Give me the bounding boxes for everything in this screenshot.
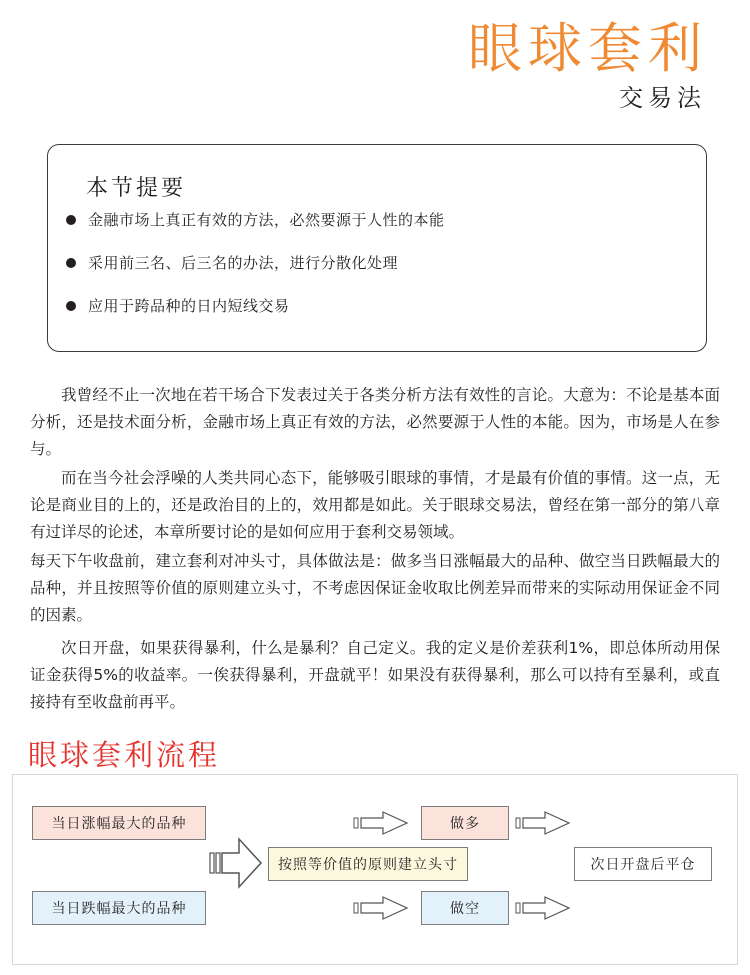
flow-box-label: 做空: [450, 901, 480, 917]
arrow-right-icon: [353, 811, 409, 835]
body-paragraph: 而在当今社会浮噪的人类共同心态下，能够吸引眼球的事情，才是最有价值的事情。这一点，无论是商业目的上的，还是政治目的上的，效用都是如此。关于眼球交易法，曾经在第一部分的第八章有过详尽的论述，本章所要讨论的是如何应用于套利交易领域。: [30, 469, 720, 541]
body-paragraph: 次日开盘，如果获得暴利，什么是暴利？自己定义。我的定义是价差获利1%，即总体所动用保证金获得5%的收益率。一俟获得暴利，开盘就平！如果没有获得暴利，那么可以持有至暴利，或直接持有至收盘前再平。: [30, 639, 720, 711]
flow-diagram: [12, 774, 738, 965]
page-title: 眼球套利: [468, 17, 708, 80]
arrow-right-icon: [353, 896, 409, 920]
flow-box-equal-value: [268, 847, 468, 881]
flow-box-top-loser: [32, 891, 206, 925]
summary-item: [66, 293, 445, 336]
flow-box-label: 次日开盘后平仓: [590, 857, 696, 873]
summary-list: [66, 207, 445, 336]
flow-box-label: 做多: [450, 816, 480, 832]
flow-box-long: [421, 806, 509, 840]
bullet-icon: [66, 215, 76, 225]
flow-box-label: 当日跌幅最大的品种: [51, 901, 187, 917]
summary-item-text: 应用于跨品种的日内短线交易: [88, 297, 290, 315]
arrow-right-icon: [515, 811, 571, 835]
flow-section-title: 眼球套利流程: [28, 738, 221, 772]
flow-box-top-gainer: [32, 806, 206, 840]
summary-box: [47, 144, 707, 352]
body-text: [30, 382, 720, 716]
flow-box-short: [421, 891, 509, 925]
summary-item-text: 金融市场上真正有效的方法，必然要源于人性的本能: [88, 211, 445, 229]
body-paragraph: 我曾经不止一次地在若干场合下发表过关于各类分析方法有效性的言论。大意为：不论是基本面分析，还是技术面分析，金融市场上真正有效的方法，必然要源于人性的本能。因为，市场是人在参与。: [30, 386, 720, 458]
body-paragraph: 每天下午收盘前，建立套利对冲头寸，具体做法是：做多当日涨幅最大的品种、做空当日跌幅最大的品种，并且按照等价值的原则建立头寸，不考虑因保证金收取比例差异而带来的实际动用保证金不同的因素。: [30, 552, 720, 624]
summary-item: [66, 207, 445, 250]
summary-item: [66, 250, 445, 293]
summary-heading: 本节提要: [86, 176, 187, 201]
flow-box-close: [574, 847, 712, 881]
summary-item-text: 采用前三名、后三名的办法，进行分散化处理: [88, 254, 399, 272]
flow-box-label: 按照等价值的原则建立头寸: [278, 857, 458, 873]
arrow-right-icon: [515, 896, 571, 920]
page-subtitle: 交易法: [619, 84, 706, 112]
big-arrow-icon: [209, 835, 263, 891]
bullet-icon: [66, 301, 76, 311]
flow-box-label: 当日涨幅最大的品种: [51, 816, 187, 832]
bullet-icon: [66, 258, 76, 268]
